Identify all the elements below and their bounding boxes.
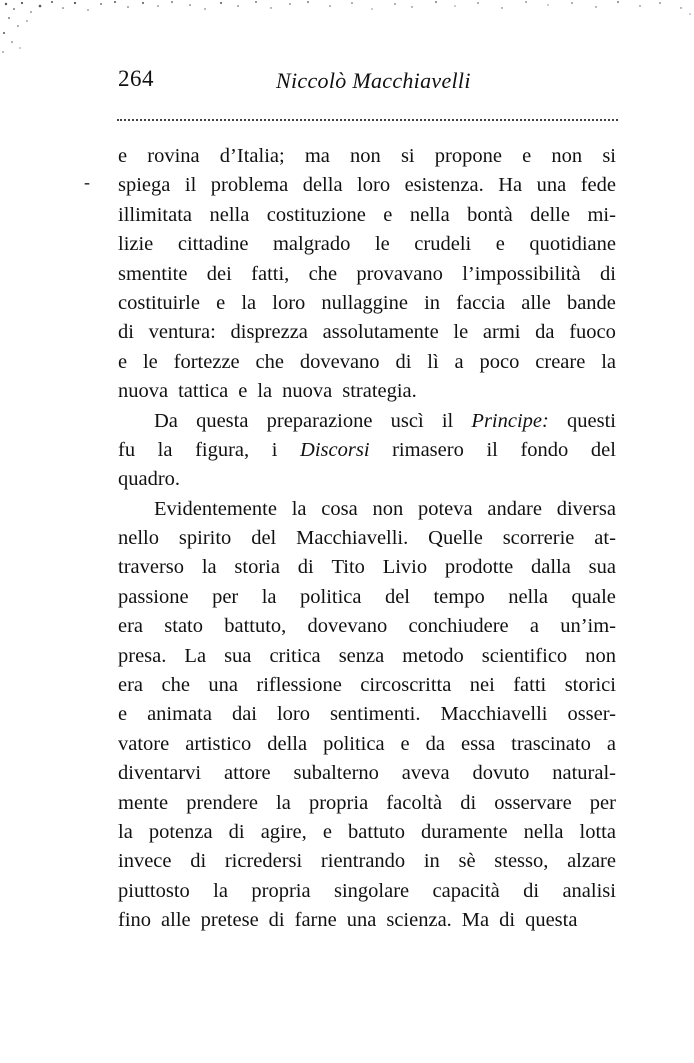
text-line: di ventura: disprezza assolutamente le armi da fuoco [118, 321, 616, 344]
header-rule [117, 119, 618, 121]
margin-mark: - [84, 172, 90, 192]
text-line: fu la figura, i Discorsi rimasero il fondo del [118, 438, 616, 461]
text-line: e rovina d’Italia; ma non si propone e non si [118, 145, 616, 167]
paragraph [118, 495, 616, 936]
paragraph [118, 142, 616, 407]
text-line: spiega il problema della loro esistenza. Ha una fede [118, 174, 616, 197]
text-line: mente prendere la propria facoltà di osservare per [118, 791, 616, 814]
text-line: la potenza di agire, e battuto duramente nella lotta [118, 820, 616, 843]
text-line: lizie cittadine malgrado le crudeli e quotidiane [118, 233, 616, 256]
scan-noise [0, 0, 694, 60]
text-line: era che una riflessione circoscritta nei fatti storici [118, 674, 616, 697]
text-line: fino alle pretese di farne una scienza. Ma di questa [118, 909, 578, 932]
text-line: presa. La sua critica senza metodo scientifico non [118, 644, 616, 667]
text-line: invece di ricredersi rientrando in sè stesso, alzare [118, 850, 616, 873]
text-line: Da questa preparazione uscì il Principe: questi [154, 409, 616, 432]
text-line: e animata dai loro sentimenti. Macchiavelli osser- [118, 703, 616, 726]
text-line: passione per la politica del tempo nella quale [118, 585, 616, 608]
text-line: smentite dei fatti, che provavano l’impossibilità di [118, 262, 616, 285]
body-text [118, 142, 616, 936]
page-number: 264 [118, 66, 154, 91]
text-line: era stato battuto, dovevano conchiudere a un’im- [118, 615, 616, 638]
running-title: Niccolò Macchiavelli [276, 68, 471, 93]
text-line: illimitata nella costituzione e nella bontà delle mi- [118, 203, 616, 226]
text-line: vatore artistico della politica e da essa trascinato a [118, 732, 616, 755]
text-line: piuttosto la propria singolare capacità di analisi [118, 879, 616, 902]
text-line: costituirle e la loro nullaggine in faccia alle bande [118, 291, 616, 314]
text-line: quadro. [118, 468, 181, 491]
paragraph [118, 407, 616, 495]
text-line: nuova tattica e la nuova strategia. [118, 380, 417, 403]
text-line: e le fortezze che dovevano di lì a poco creare la [118, 350, 616, 373]
text-line: nello spirito del Macchiavelli. Quelle scorrerie at- [118, 527, 616, 550]
text-line: diventarvi attore subalterno aveva dovuto natural- [118, 762, 616, 785]
text-line: Evidentemente la cosa non poteva andare diversa [154, 497, 616, 520]
page-header [118, 66, 618, 106]
text-line: traverso la storia di Tito Livio prodotte dalla sua [118, 556, 616, 579]
